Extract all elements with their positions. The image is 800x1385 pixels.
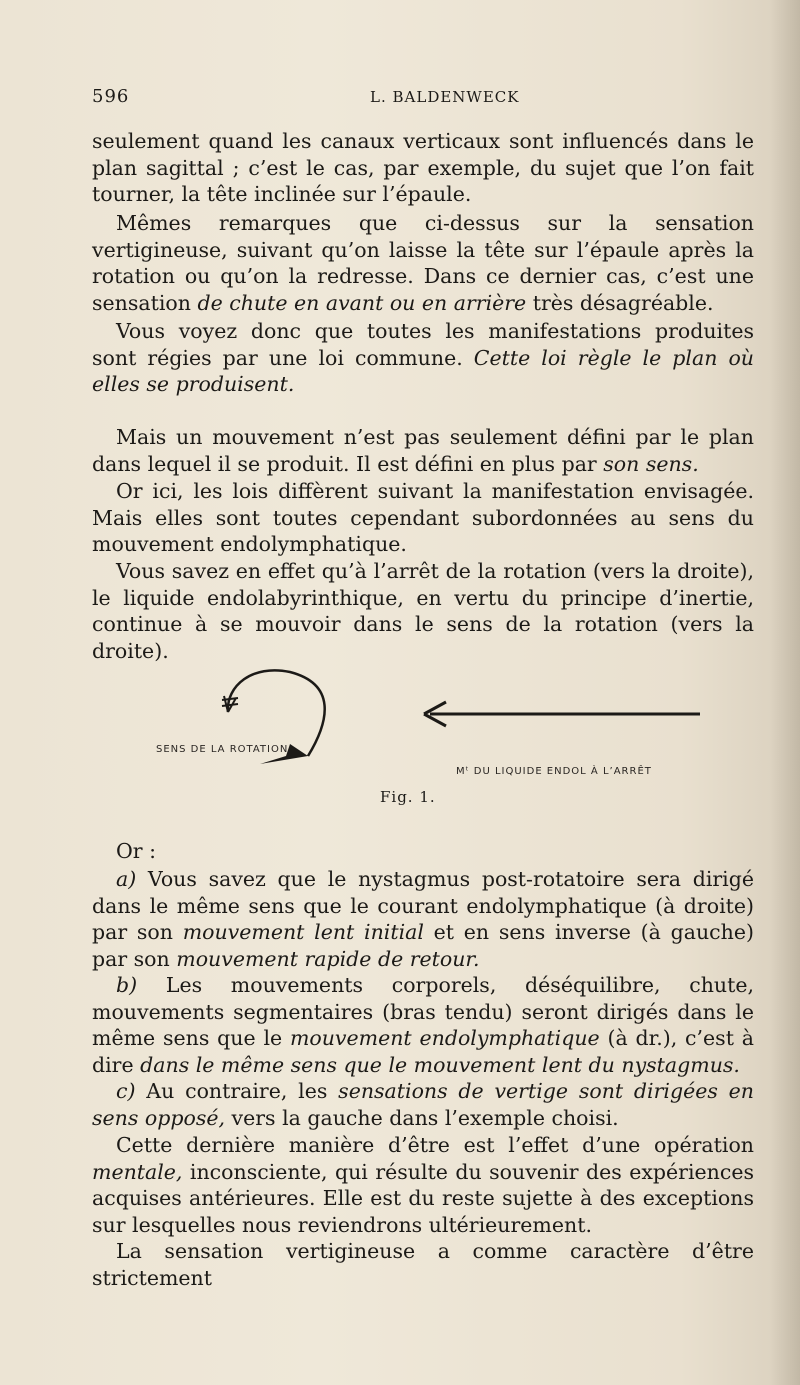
- italic-text: mouvement rapide de retour.: [176, 946, 480, 971]
- paragraph: [92, 128, 754, 208]
- paragraph: [116, 838, 778, 865]
- text-run: Mêmes remarques que ci-dessus sur la sensation vertigineuse, suivant qu’on laisse la tête sur l’épaule après la rotation ou qu’on la redresse. Dans ce dernier cas, c’est une sensation: [92, 211, 754, 315]
- paragraph: [92, 318, 754, 398]
- text-run: Or ici, les lois diffèrent suivant la manifestation envisagée. Mais elles sont toutes cependant subordonnées au sens du mouvement endolymphatique.: [92, 479, 754, 557]
- figure-drawing: [140, 660, 740, 790]
- italic-text: b): [116, 973, 166, 997]
- text-run: Au contraire, les: [146, 1079, 339, 1103]
- paragraph: [92, 210, 754, 316]
- text-run: (à dr.), c’est à dire: [92, 1026, 754, 1077]
- paragraph: [92, 1132, 754, 1238]
- text-run: très désagréable.: [526, 290, 714, 315]
- page-number: 596: [92, 86, 130, 107]
- figure-caption: Fig. 1.: [380, 788, 436, 806]
- paragraph: [92, 424, 754, 477]
- text-run: inconsciente, qui résulte du souvenir des expériences acquises antérieures. Elle est du reste sujette à des exceptions sur lesquelles nous reviendrons ultérieurement.: [92, 1159, 754, 1237]
- italic-text: Cette loi règle le plan où elles se produisent.: [92, 345, 755, 397]
- text-run: Vous voyez donc que toutes les manifestations produites sont régies par une loi commune.: [92, 319, 754, 370]
- paragraph: [92, 866, 754, 972]
- paragraph: [92, 972, 754, 1078]
- text-run: Vous savez en effet qu’à l’arrêt de la rotation (vers la droite), le liquide endolabyrinthique, en vertu du principe d’inertie, continue à se mouvoir dans le sens de la rotation (vers la droite).: [92, 559, 754, 663]
- text-run: La sensation vertigineuse a comme caractère d’être strictement: [92, 1239, 754, 1290]
- paragraph: [92, 478, 754, 558]
- text-run: seulement quand les canaux verticaux sont influencés dans le plan sagittal ; c’est le cas, par exemple, du sujet que l’on fait tourner, la tête inclinée sur l’épaule.: [92, 129, 754, 207]
- italic-text: mouvement endolymphatique: [289, 1026, 600, 1051]
- italic-text: mouvement lent initial: [182, 920, 424, 945]
- text-run: vers la gauche dans l’exemple choisi.: [225, 1105, 619, 1130]
- text-run: Cette dernière manière d’être est l’effet d’une opération: [116, 1133, 754, 1157]
- paragraph: [92, 1238, 754, 1291]
- text-run: et en sens inverse (à gauche) par son: [92, 920, 754, 971]
- paragraph: [92, 558, 754, 664]
- text-run: Les mouvements corporels, déséquilibre, chute, mouvements segmentaires (bras tendu) seront dirigés dans le même sens que le: [92, 973, 754, 1051]
- text-run: Vous savez que le nystagmus post-rotatoire sera dirigé dans le même sens que le courant endolymphatique (à droite) par son: [92, 867, 754, 945]
- paragraph: [92, 1078, 754, 1131]
- rotation-arrow-tail: [222, 696, 238, 712]
- italic-text: de chute en avant ou en arrière: [197, 290, 527, 315]
- italic-text: a): [116, 867, 148, 891]
- label-sens-rotation: SENS DE LA ROTATION: [156, 744, 289, 755]
- figure-1: [140, 660, 740, 790]
- italic-text: son sens.: [603, 451, 699, 476]
- text-run: Or :: [116, 839, 157, 863]
- italic-text: c): [116, 1079, 147, 1103]
- italic-text: sensations de vertige sont dirigées en sens opposé,: [92, 1079, 754, 1130]
- text-run: Mais un mouvement n’est pas seulement défini par le plan dans lequel il se produit. Il est défini en plus par: [92, 425, 754, 476]
- italic-text: dans le même sens que le mouvement lent du nystagmus.: [140, 1052, 740, 1077]
- label-mouvement-liquide: Mᵗ DU LIQUIDE ENDOL À L’ARRÊT: [456, 766, 652, 777]
- page-edge-shadow: [770, 0, 800, 1385]
- running-head: L. BALDENWECK: [370, 88, 520, 106]
- page-header: [92, 86, 752, 112]
- italic-text: mentale,: [92, 1159, 183, 1184]
